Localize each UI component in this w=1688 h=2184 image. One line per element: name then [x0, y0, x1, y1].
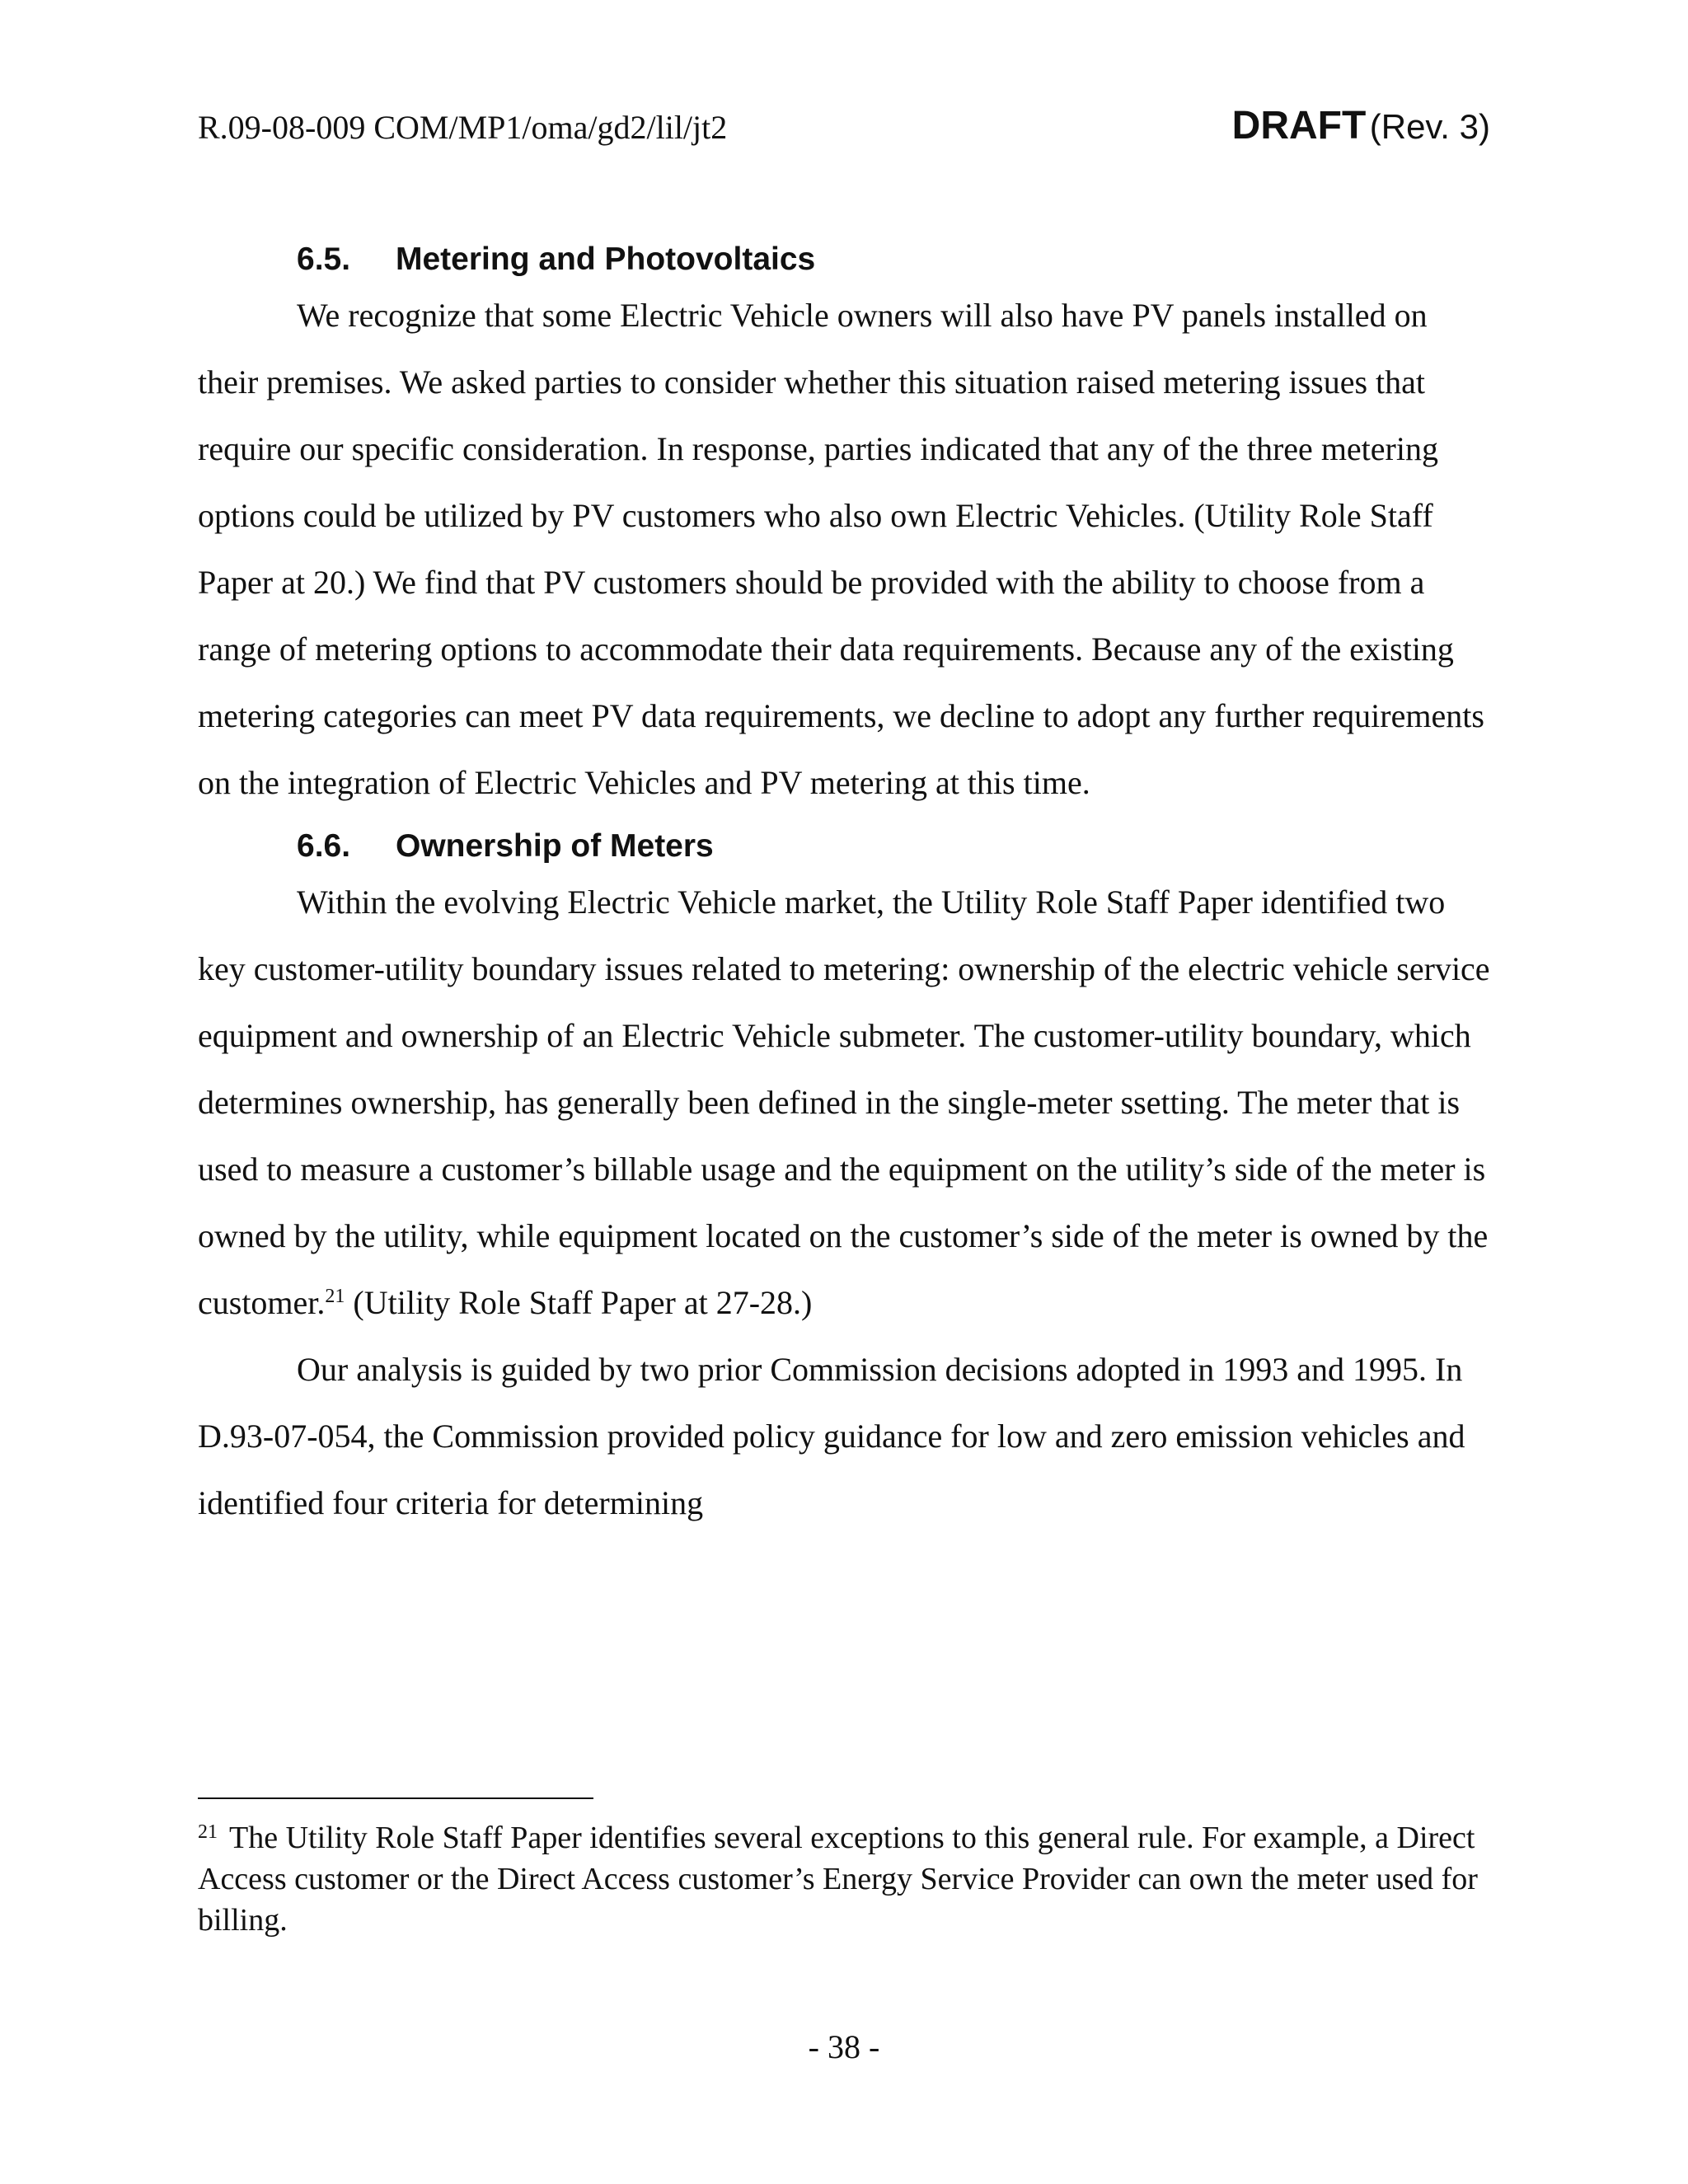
draft-word: DRAFT: [1231, 104, 1367, 148]
paragraph-ownership-meters: [198, 869, 1490, 1336]
page-number: - 38 -: [808, 2028, 880, 2065]
paragraph-text: Within the evolving Electric Vehicle market, the Utility Role Staff Paper identified two key customer-utility boundary issues related to metering: ownership of the electric vehicle service equipment and ownership of an Electric Vehicle submeter. The customer-utility boundary, which determines ownership, has generally been defined in the single-meter ssetting. The meter that is used to measure a customer’s billable usage and the equipment on the utility’s side of the meter is owned by the utility, while equipment located on the customer’s side of the meter is owned by the customer.: [198, 883, 1490, 1321]
footnote-text: The Utility Role Staff Paper identifies several exceptions to this general rule. For example, a Direct Access customer or the Direct Access customer’s Energy Service Provider can own the meter used for billing.: [198, 1821, 1478, 1938]
section-title: Metering and Photovoltaics: [396, 241, 816, 277]
page-header: [198, 103, 1490, 161]
section-number: 6.6.: [297, 828, 351, 864]
footnote-reference[interactable]: 21: [325, 1286, 345, 1307]
draft-label: [1232, 103, 1490, 148]
paragraph-metering-pv: We recognize that some Electric Vehicle owners will also have PV panels installed on their premises. We asked parties to consider whether this situation raised metering issues that require our specific consideration. In response, parties indicated that any of the three metering options could be utilized by PV customers who also own Electric Vehicles. (Utility Role Staff Paper at 20.) We find that PV customers should be provided with the ability to choose from a range of metering options to accommodate their data requirements. Because any of the existing metering categories can meet PV data requirements, we decline to adopt any further requirements on the integration of Electric Vehicles and PV metering at this time.: [198, 297, 1484, 801]
revision-label: (Rev. 3): [1369, 107, 1490, 146]
section-heading-6-6: [198, 824, 1490, 869]
docket-number: R.09-08-009 COM/MP1/oma/gd2/lil/jt2: [198, 109, 728, 146]
section-title: Ownership of Meters: [396, 828, 714, 864]
footnote-number: 21: [198, 1821, 218, 1843]
footnote-separator: [198, 1797, 593, 1799]
section-heading-6-5: [198, 237, 1490, 282]
paragraph-text-continued: (Utility Role Staff Paper at 27-28.): [345, 1284, 813, 1321]
section-number: 6.5.: [297, 241, 351, 277]
document-body: [198, 237, 1490, 1536]
paragraph-analysis: Our analysis is guided by two prior Commission decisions adopted in 1993 and 1995. In D.93-07-054, the Commission provided policy guidance for low and zero emission vehicles and identified four criteria for determining: [198, 1351, 1465, 1521]
footnote-21: [198, 1817, 1490, 1941]
